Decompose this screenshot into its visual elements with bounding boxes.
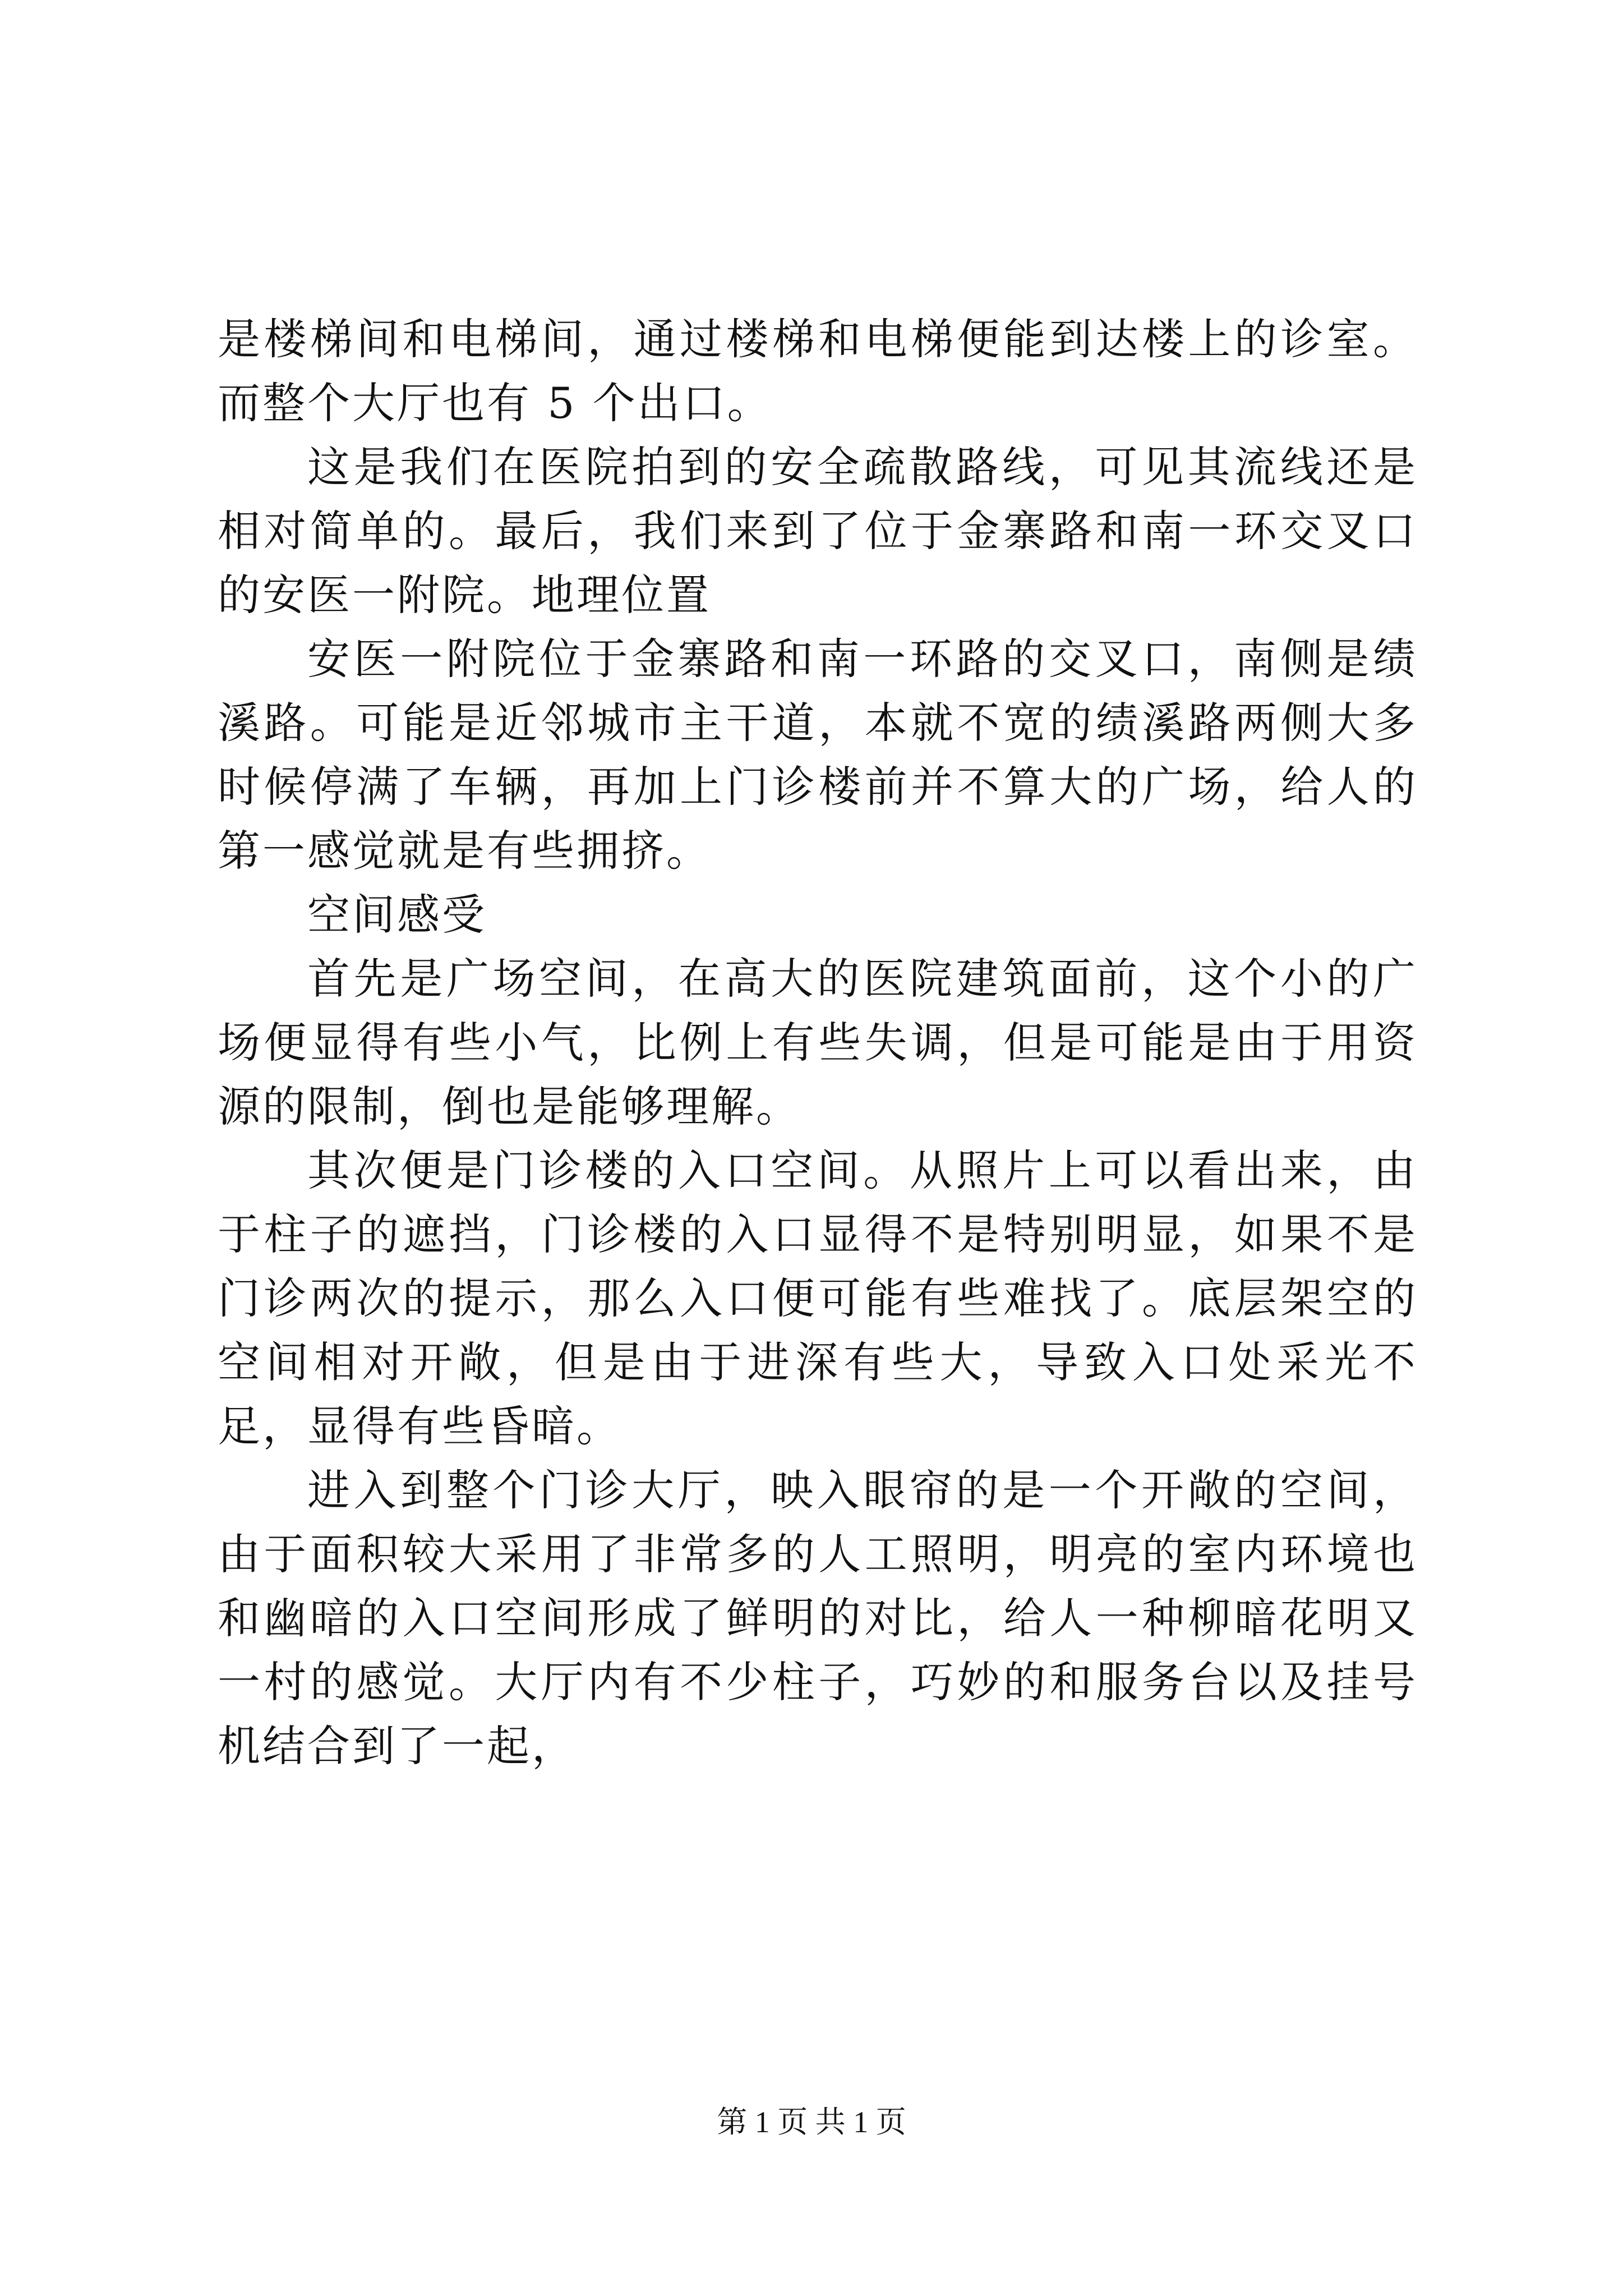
paragraph-4: 首先是广场空间，在高大的医院建筑面前，这个小的广场便显得有些小气，比例上有些失调，但是可能是由于用资源的限制，倒也是能够理解。 (218, 954, 1418, 1131)
page-number-footer: 第 1 页 共 1 页 (717, 2105, 906, 2139)
section-heading-space-feeling: 空间感受 (307, 890, 487, 940)
paragraph-6: 进入到整个门诊大厅，映入眼帘的是一个开敞的空间，由于面积较大采用了非常多的人工照明，明亮的室内环境也和幽暗的入口空间形成了鲜明的对比，给人一种柳暗花明又一村的感觉。大厅内有不少柱子，巧妙的和服务台以及挂号机结合到了一起， (218, 1465, 1418, 1771)
document-body (218, 307, 1418, 1778)
paragraph-5: 其次便是门诊楼的入口空间。从照片上可以看出来，由于柱子的遮挡，门诊楼的入口显得不是特别明显，如果不是门诊两次的提示，那么入口便可能有些难找了。底层架空的空间相对开敞，但是由于进深有些大，导致入口处采光不足，显得有些昏暗。 (218, 1145, 1418, 1451)
paragraph-3: 安医一附院位于金寨路和南一环路的交叉口，南侧是绩溪路。可能是近邻城市主干道，本就不宽的绩溪路两侧大多时候停满了车辆，再加上门诊楼前并不算大的广场，给人的第一感觉就是有些拥挤。 (218, 634, 1418, 876)
paragraph-1: 是楼梯间和电梯间，通过楼梯和电梯便能到达楼上的诊室。而整个大厅也有 5 个出口。 (218, 314, 1418, 428)
paragraph-2: 这是我们在医院拍到的安全疏散路线，可见其流线还是相对简单的。最后，我们来到了位于金寨路和南一环交叉口的安医一附院。地理位置 (218, 442, 1418, 620)
